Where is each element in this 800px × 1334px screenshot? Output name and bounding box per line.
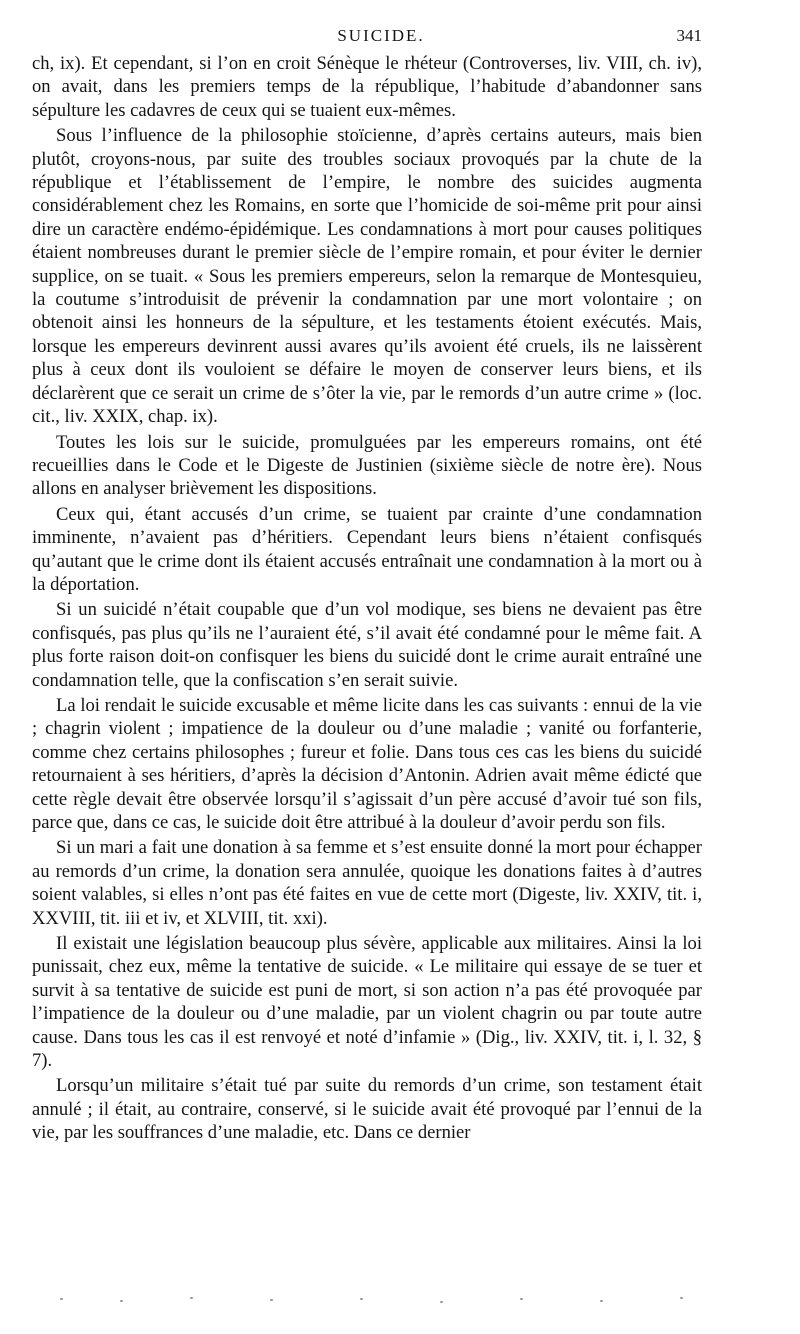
- paragraph-4: Ceux qui, étant accusés d’un crime, se tuaient par crainte d’une condamnation imminente, n’avaient pas d’héritiers. Cependant leurs biens n’étaient confisqués qu’autant que le crime dont ils étaient accusés entraînait une condamnation à la mort ou à la déportation.: [32, 503, 702, 595]
- speck: [60, 1298, 63, 1300]
- page-number: 341: [676, 26, 702, 45]
- speck: [120, 1300, 123, 1302]
- speck: [600, 1300, 603, 1302]
- running-head: [60, 26, 702, 50]
- speck: [270, 1299, 273, 1301]
- speck: [190, 1297, 193, 1299]
- bleed-through-specks: [60, 1296, 700, 1306]
- running-title: SUICIDE.: [337, 26, 425, 45]
- paragraph-8: Il existait une législation beaucoup plus sévère, applicable aux militaires. Ainsi la loi punissait, chez eux, même la tentative de suicide. « Le militaire qui essaye de se tuer et survit à sa tentative de suicide est puni de mort, si son action n’a pas été provoquée par l’impatience de la douleur ou d’une maladie, par un violent chagrin ou par toute autre cause. Dans tous les cas il est renvoyé et noté d’infamie » (Dig., liv. XXIV, tit. i, l. 32, § 7).: [32, 933, 702, 1072]
- paragraph-1: ch, ix). Et cependant, si l’on en croit Sénèque le rhéteur (Controverses, liv. VIII, ch. iv), on avait, dans les premiers temps de la république, l’habitude d’abandonner sans sépulture les cadavres de ceux qui se tuaient eux-mêmes.: [32, 53, 702, 121]
- paragraph-5: Si un suicidé n’était coupable que d’un vol modique, ses biens ne devaient pas être confisqués, pas plus qu’ils ne l’auraient été, s’il avait été condamné pour le même fait. A plus forte raison doit-on confisquer les biens du suicidé dont le crime aurait entraîné une condamnation telle, que la confiscation s’en serait suivie.: [32, 599, 702, 691]
- paragraph-2: Sous l’influence de la philosophie stoïcienne, d’après certains auteurs, mais bien plutôt, croyons-nous, par suite des troubles sociaux provoqués par la chute de la république et l’établissement de l’empire, le nombre des suicides augmenta considérablement chez les Romains, en sorte que l’homicide de soi-même prit pour ainsi dire un caractère endémo-épidémique. Les condamnations à mort pour causes politiques étaient nombreuses durant le premier siècle de l’empire romain, et pour éviter le dernier supplice, on se tuait. « Sous les premiers empereurs, selon la remarque de Montesquieu, la coutume s’introduisit de prévenir la condamnation par une mort volontaire ; on obtenoit ainsi les honneurs de la sépulture, et les testaments étoient exécutés. Mais, lorsque les empereurs devinrent aussi avares qu’ils avoient été cruels, ils ne laissèrent plus à ceux dont ils vouloient se défaire le moyen de conserver leurs biens, et ils déclarèrent que ce serait un crime de s’ôter la vie, par le remords d’un autre crime » (loc. cit., liv. XXIX, chap. ix).: [32, 125, 702, 428]
- speck: [520, 1298, 523, 1300]
- paragraph-7: Si un mari a fait une donation à sa femme et s’est ensuite donné la mort pour échapper au remords d’un crime, la donation sera annulée, quoique les donations faites à d’autres soient valables, si elles n’ont pas été faites en vue de cette mort (Digeste, liv. XXIV, tit. i, XXVIII, tit. iii et iv, et XLVIII, tit. xxi).: [32, 837, 702, 929]
- speck: [680, 1297, 683, 1299]
- speck: [440, 1301, 443, 1303]
- body-text: [32, 52, 702, 1147]
- paragraph-6: La loi rendait le suicide excusable et même licite dans les cas suivants : ennui de la vie ; chagrin violent ; impatience de la douleur ou d’une maladie ; vanité ou forfanterie, comme chez certains philosophes ; fureur et folie. Dans tous ces cas les biens du suicidé retournaient à ses héritiers, d’après la décision d’Antonin. Adrien avait même édicté que cette règle devait être observée lorsqu’il s’agissait d’un père accusé d’avoir tué son fils, parce que, dans ce cas, le suicide doit être attribué à la douleur d’avoir perdu son fils.: [32, 694, 702, 833]
- speck: [360, 1298, 363, 1300]
- paragraph-3: Toutes les lois sur le suicide, promulguées par les empereurs romains, ont été recueillies dans le Code et le Digeste de Justinien (sixième siècle de notre ère). Nous allons en analyser brièvement les dispositions.: [32, 431, 702, 500]
- paragraph-9: Lorsqu’un militaire s’était tué par suite du remords d’un crime, son testament était annulé ; il était, au contraire, conservé, si le suicide avait été provoqué par l’ennui de la vie, par les souffrances d’une maladie, etc. Dans ce dernier: [32, 1075, 702, 1144]
